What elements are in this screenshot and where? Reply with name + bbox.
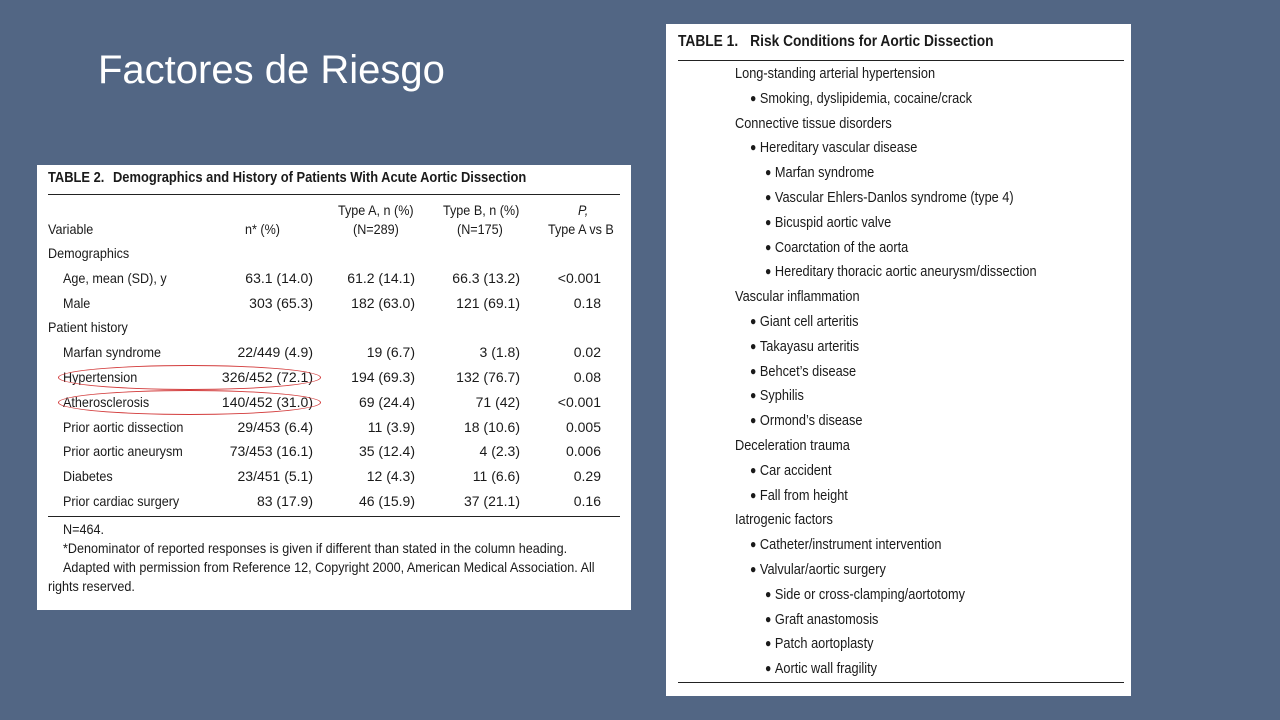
footnote-adapted-cont: rights reserved. (48, 578, 135, 594)
table2-bottom-rule (48, 516, 620, 517)
table-cell-n: 83 (17.9) (256, 493, 313, 509)
list-item (750, 339, 859, 355)
list-item-text: Long-standing arterial hypertension (735, 66, 936, 82)
list-item (765, 240, 908, 256)
bullet-icon: ● (750, 338, 757, 353)
list-item-text: Graft anastomosis (774, 611, 879, 628)
table-section-label: Patient history (48, 319, 128, 336)
table-row-label: Male (63, 294, 91, 311)
list-item-text: Giant cell arteritis (759, 314, 859, 330)
list-item-text: Iatrogenic factors (735, 512, 833, 529)
table-cell-p: 0.02 (573, 344, 601, 361)
table-cell-a: 194 (69.3) (351, 369, 415, 385)
bullet-icon: ● (765, 239, 772, 254)
list-item-text: Fall from height (759, 487, 848, 504)
slide-title: Factores de Riesgo (98, 48, 445, 92)
risk-category (735, 512, 833, 528)
table-cell-b: 71 (42) (475, 393, 520, 410)
bullet-icon: ● (765, 611, 772, 626)
demographics-table (37, 165, 631, 610)
table-cell-b: 132 (76.7) (456, 369, 520, 385)
table-cell-p: 0.006 (565, 443, 601, 460)
table-cell-n: 63.1 (14.0) (245, 269, 313, 286)
list-item (750, 413, 863, 429)
table-row-label: Age, mean (SD), y (63, 269, 167, 286)
list-item (765, 190, 1014, 206)
table-row-label: Hypertension (63, 369, 138, 385)
list-item-text: Deceleration trauma (735, 438, 850, 454)
bullet-icon: ● (750, 537, 757, 552)
table1-bottom-rule (678, 682, 1124, 683)
list-item (765, 215, 891, 231)
list-item (765, 165, 874, 181)
list-item (750, 537, 941, 553)
table-row-label: Atherosclerosis (63, 393, 150, 410)
list-item-text: Ormond’s disease (759, 413, 863, 430)
risk-category (735, 66, 935, 82)
table-cell-p: <0.001 (557, 393, 601, 410)
list-item (765, 264, 1037, 280)
list-item (765, 612, 878, 628)
list-item (750, 364, 856, 380)
list-item (765, 636, 874, 652)
bullet-icon: ● (750, 140, 757, 155)
table-cell-n: 326/452 (72.1) (221, 369, 313, 385)
footnote-denominator: *Denominator of reported responses is given if different than stated in the column heading. (63, 540, 568, 556)
table-cell-n: 73/453 (16.1) (229, 443, 313, 460)
table-cell-b: 18 (10.6) (463, 418, 520, 435)
footnote-adapted: Adapted with permission from Reference 12, Copyright 2000, American Medical Association. All (63, 559, 595, 575)
risk-category (735, 289, 860, 305)
bullet-icon: ● (750, 363, 757, 378)
table-cell-b: 3 (1.8) (479, 344, 520, 361)
bullet-icon: ● (750, 562, 757, 576)
table2-number: TABLE 2. (48, 169, 105, 186)
table-row-label: Prior cardiac surgery (63, 493, 180, 509)
bullet-icon: ● (765, 264, 772, 279)
table-cell-p: 0.005 (565, 418, 601, 435)
header-type-a-line2: (N=289) (353, 221, 399, 237)
table-cell-n: 29/453 (6.4) (237, 418, 313, 435)
list-item (750, 463, 832, 479)
table-cell-b: 4 (2.3) (479, 443, 520, 460)
header-p-line1: P, (578, 202, 589, 218)
bullet-icon: ● (765, 214, 772, 229)
list-item (765, 587, 965, 603)
table-cell-a: 11 (3.9) (367, 418, 415, 435)
header-type-b-line2: (N=175) (457, 221, 503, 237)
list-item-text: Valvular/aortic surgery (759, 562, 886, 578)
table-cell-p: 0.08 (573, 369, 601, 385)
list-item-text: Vascular Ehlers-Danlos syndrome (type 4) (774, 190, 1014, 206)
table-cell-p: 0.16 (573, 493, 601, 509)
list-item (765, 661, 877, 677)
list-item (750, 140, 917, 156)
header-type-b-line1: Type B, n (%) (443, 202, 520, 218)
table-cell-n: 303 (65.3) (249, 294, 313, 311)
list-item-text: Hereditary thoracic aortic aneurysm/dissection (774, 264, 1037, 281)
list-item-text: Syphilis (759, 388, 804, 405)
table-cell-n: 22/449 (4.9) (237, 344, 313, 361)
header-type-a-line1: Type A, n (%) (338, 202, 414, 218)
list-item-text: Coarctation of the aorta (774, 239, 909, 256)
list-item-text: Smoking, dyslipidemia, cocaine/crack (759, 90, 972, 107)
table-cell-a: 12 (4.3) (366, 468, 415, 485)
table1-caption (678, 33, 994, 51)
bullet-icon: ● (765, 190, 772, 204)
header-p-line2: Type A vs B (548, 221, 614, 237)
table-row-label: Marfan syndrome (63, 344, 162, 361)
bullet-icon: ● (765, 165, 772, 180)
list-item-text: Marfan syndrome (774, 165, 875, 182)
bullet-icon: ● (750, 487, 757, 502)
table-cell-b: 11 (6.6) (472, 468, 520, 485)
risk-category (735, 438, 850, 454)
table-cell-n: 140/452 (31.0) (221, 393, 313, 410)
table-cell-a: 19 (6.7) (366, 344, 415, 361)
list-item-text: Connective tissue disorders (735, 115, 892, 132)
list-item (750, 562, 886, 578)
header-variable: Variable (48, 221, 94, 237)
table-cell-p: <0.001 (557, 269, 601, 286)
list-item-text: Patch aortoplasty (774, 636, 874, 653)
bullet-icon: ● (765, 661, 772, 676)
bullet-icon: ● (765, 636, 772, 651)
table-cell-a: 61.2 (14.1) (347, 269, 415, 286)
table-cell-p: 0.18 (573, 294, 601, 311)
list-item (750, 388, 804, 404)
table-section-label: Demographics (48, 245, 130, 261)
list-item (750, 314, 858, 330)
table-cell-n: 23/451 (5.1) (237, 468, 313, 485)
footnote-n-total: N=464. (63, 521, 104, 537)
bullet-icon: ● (750, 388, 757, 403)
list-item-text: Aortic wall fragility (774, 661, 878, 678)
list-item (750, 488, 848, 504)
table-row-label: Prior aortic dissection (63, 418, 184, 435)
list-item-text: Bicuspid aortic valve (774, 214, 892, 231)
list-item-text: Takayasu arteritis (759, 338, 860, 355)
list-item-text: Vascular inflammation (735, 289, 860, 306)
bullet-icon: ● (750, 314, 757, 328)
bullet-icon: ● (750, 413, 757, 428)
highlight-ellipse-hypertension (58, 365, 321, 390)
table-cell-a: 46 (15.9) (358, 493, 415, 509)
list-item-text: Side or cross-clamping/aortotomy (774, 586, 965, 603)
table-cell-b: 37 (21.1) (463, 493, 520, 509)
table-row-label: Diabetes (63, 468, 113, 485)
table-row-label: Prior aortic aneurysm (63, 443, 183, 460)
table-cell-a: 182 (63.0) (351, 294, 415, 311)
table-cell-a: 69 (24.4) (358, 393, 415, 410)
table-cell-b: 121 (69.1) (456, 294, 520, 311)
table1-top-rule (678, 60, 1124, 61)
highlight-ellipse-atherosclerosis (58, 390, 321, 415)
list-item-text: Behcet’s disease (759, 363, 857, 380)
table1-title: Risk Conditions for Aortic Dissection (750, 33, 994, 50)
risk-conditions-table (666, 24, 1131, 696)
list-item-text: Car accident (759, 462, 832, 479)
table-cell-p: 0.29 (573, 468, 601, 485)
bullet-icon: ● (750, 90, 757, 105)
list-item-text: Catheter/instrument intervention (759, 537, 942, 554)
list-item (750, 91, 972, 107)
table-cell-b: 66.3 (13.2) (452, 269, 520, 286)
list-item-text: Hereditary vascular disease (759, 140, 918, 157)
table2-caption (48, 169, 526, 186)
bullet-icon: ● (765, 586, 772, 601)
header-n: n* (%) (245, 221, 281, 237)
table-cell-a: 35 (12.4) (358, 443, 415, 460)
table1-number: TABLE 1. (678, 33, 739, 50)
table2-title: Demographics and History of Patients With Acute Aortic Dissection (112, 169, 527, 186)
table2-top-rule (48, 194, 620, 195)
risk-category (735, 116, 892, 132)
bullet-icon: ● (750, 462, 757, 477)
